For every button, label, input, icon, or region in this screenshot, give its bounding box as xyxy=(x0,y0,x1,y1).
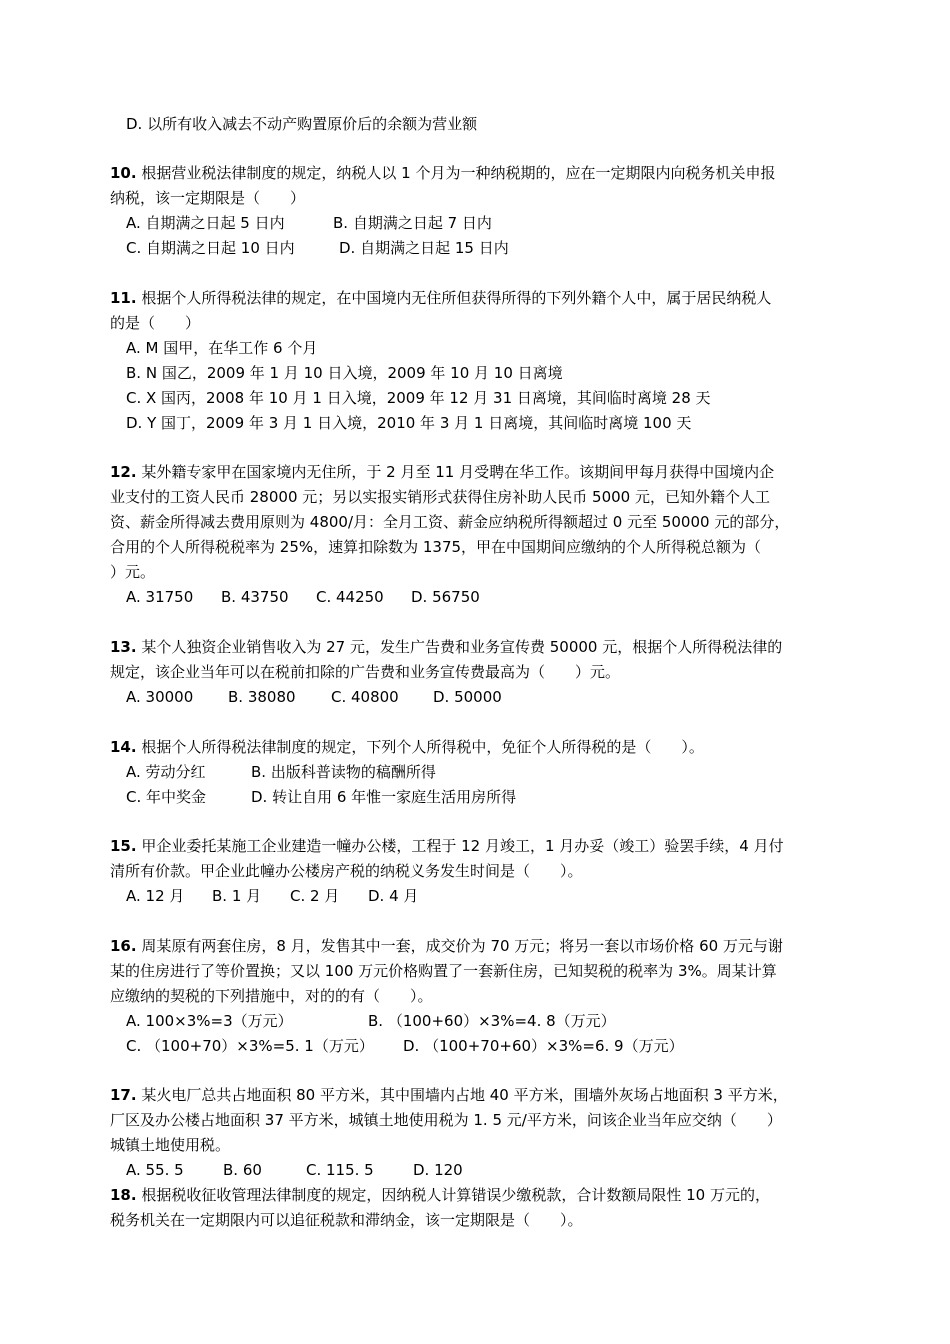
question-18-line-1 xyxy=(110,1185,770,1205)
question-number: 16. xyxy=(110,937,137,955)
question-16-line-3: 应缴纳的契税的下列措施中，对的的有（ ）。 xyxy=(110,987,433,1005)
option-c: C. 40800 xyxy=(331,688,399,706)
question-text: 某外籍专家甲在国家境内无住所，于 2 月至 11 月受聘在华工作。该期间甲每月获得中国境内企 xyxy=(141,463,775,481)
question-11-line-2: 的是（ ） xyxy=(110,314,201,332)
option-a: A. 12 月 xyxy=(126,887,185,905)
option-d: D. 自期满之日起 15 日内 xyxy=(339,239,509,257)
option-a: A. M 国甲，在华工作 6 个月 xyxy=(126,339,318,357)
question-number: 17. xyxy=(110,1086,137,1104)
question-14-line-1 xyxy=(110,737,704,757)
option-c: C. （100+70）×3%=5. 1（万元） xyxy=(126,1037,374,1055)
option-d: D. Y 国丁，2009 年 3 月 1 日入境，2010 年 3 月 1 日离境，其间临时离境 100 天 xyxy=(126,414,692,432)
question-number: 12. xyxy=(110,463,137,481)
option-b: B. N 国乙，2009 年 1 月 10 日入境，2009 年 10 月 10 日离境 xyxy=(126,364,563,382)
question-text: 根据营业税法律制度的规定，纳税人以 1 个月为一种纳税期的，应在一定期限内向税务机关申报 xyxy=(141,164,776,182)
question-13-line-1 xyxy=(110,637,782,657)
question-12-line-1 xyxy=(110,462,774,482)
question-number: 11. xyxy=(110,289,137,307)
question-text: 根据个人所得税法律制度的规定，下列个人所得税中，免征个人所得税的是（ ）。 xyxy=(141,738,704,756)
option-b: B. （100+60）×3%=4. 8（万元） xyxy=(368,1012,616,1030)
question-10-line-1 xyxy=(110,163,775,183)
option-d: D. 56750 xyxy=(411,588,480,606)
option-c: C. 2 月 xyxy=(290,887,340,905)
question-text: 根据个人所得税法律的规定，在中国境内无住所但获得所得的下列外籍个人中，属于居民纳税人 xyxy=(141,289,772,307)
question-16-line-2: 某的住房进行了等价置换；又以 100 万元价格购置了一套新住房，已知契税的税率为 3%。周某计算 xyxy=(110,962,777,980)
option-a: A. 55. 5 xyxy=(126,1161,184,1179)
question-text: 某个人独资企业销售收入为 27 元，发生广告费和业务宣传费 50000 元，根据个人所得税法律的 xyxy=(141,638,783,656)
question-number: 15. xyxy=(110,837,137,855)
question-16-line-1 xyxy=(110,936,783,956)
option-c: C. 44250 xyxy=(316,588,384,606)
option-c: C. 115. 5 xyxy=(306,1161,374,1179)
option-b: B. 出版科普读物的稿酬所得 xyxy=(251,763,436,781)
question-text: 甲企业委托某施工企业建造一幢办公楼，工程于 12 月竣工，1 月办妥（竣工）验罢手续，4 月付 xyxy=(141,837,784,855)
option-b: B. 38080 xyxy=(228,688,296,706)
option-b: B. 60 xyxy=(223,1161,262,1179)
question-text: 某火电厂总共占地面积 80 平方米，其中围墙内占地 40 平方米，围墙外灰场占地面积 3 平方米， xyxy=(141,1086,788,1104)
question-12-line-5: ）元。 xyxy=(110,563,156,581)
option-a: A. 自期满之日起 5 日内 xyxy=(126,214,285,232)
option-a: A. 31750 xyxy=(126,588,194,606)
option-d: D. 120 xyxy=(413,1161,463,1179)
option-b: B. 1 月 xyxy=(212,887,262,905)
question-text: 周某原有两套住房，8 月，发售其中一套，成交价为 70 万元；将另一套以市场价格 60 万元与谢 xyxy=(141,937,783,955)
option-d: D. 4 月 xyxy=(368,887,419,905)
question-11-line-1 xyxy=(110,288,771,308)
question-17-line-2: 厂区及办公楼占地面积 37 平方米，城镇土地使用税为 1. 5 元/平方米，问该企业当年应交纳（ ） xyxy=(110,1111,782,1129)
option-a: A. 30000 xyxy=(126,688,194,706)
option-c: C. X 国丙，2008 年 10 月 1 日入境，2009 年 12 月 31 日离境，其间临时离境 28 天 xyxy=(126,389,711,407)
question-number: 10. xyxy=(110,164,137,182)
question-number: 14. xyxy=(110,738,137,756)
option-b: B. 43750 xyxy=(221,588,289,606)
option-d: D. （100+70+60）×3%=6. 9（万元） xyxy=(403,1037,684,1055)
question-12-line-4: 合用的个人所得税税率为 25%，速算扣除数为 1375，甲在中国期间应缴纳的个人所得税总额为（ xyxy=(110,538,762,556)
option-c: C. 年中奖金 xyxy=(126,788,207,806)
question-12-line-2: 业支付的工资人民币 28000 元；另以实报实销形式获得住房补助人民币 5000 元，已知外籍个人工 xyxy=(110,488,770,506)
option-c: C. 自期满之日起 10 日内 xyxy=(126,239,295,257)
question-18-line-2: 税务机关在一定期限内可以追征税款和滞纳金，该一定期限是（ ）。 xyxy=(110,1211,583,1229)
option-d: D. 转让自用 6 年惟一家庭生活用房所得 xyxy=(251,788,517,806)
question-number: 18. xyxy=(110,1186,137,1204)
question-number: 13. xyxy=(110,638,137,656)
question-17-line-3: 城镇土地使用税。 xyxy=(110,1136,231,1154)
question-15-line-2: 清所有价款。甲企业此幢办公楼房产税的纳税义务发生时间是（ ）。 xyxy=(110,862,583,880)
question-12-line-3: 资、薪金所得减去费用原则为 4800/月：全月工资、薪金应纳税所得额超过 0 元至 50000 元的部分， xyxy=(110,513,790,531)
question-10-line-2: 纳税，该一定期限是（ ） xyxy=(110,189,306,207)
question-17-line-1 xyxy=(110,1085,788,1105)
option-line: D. 以所有收入减去不动产购置原价后的余额为营业额 xyxy=(126,115,478,133)
option-a: A. 100×3%=3（万元） xyxy=(126,1012,293,1030)
question-text: 根据税收征收管理法律制度的规定，因纳税人计算错误少缴税款，合计数额局限性 10 万元的， xyxy=(141,1186,770,1204)
option-a: A. 劳动分红 xyxy=(126,763,206,781)
option-d: D. 50000 xyxy=(433,688,502,706)
option-b: B. 自期满之日起 7 日内 xyxy=(333,214,492,232)
question-15-line-1 xyxy=(110,836,784,856)
question-13-line-2: 规定，该企业当年可以在税前扣除的广告费和业务宣传费最高为（ ）元。 xyxy=(110,663,621,681)
